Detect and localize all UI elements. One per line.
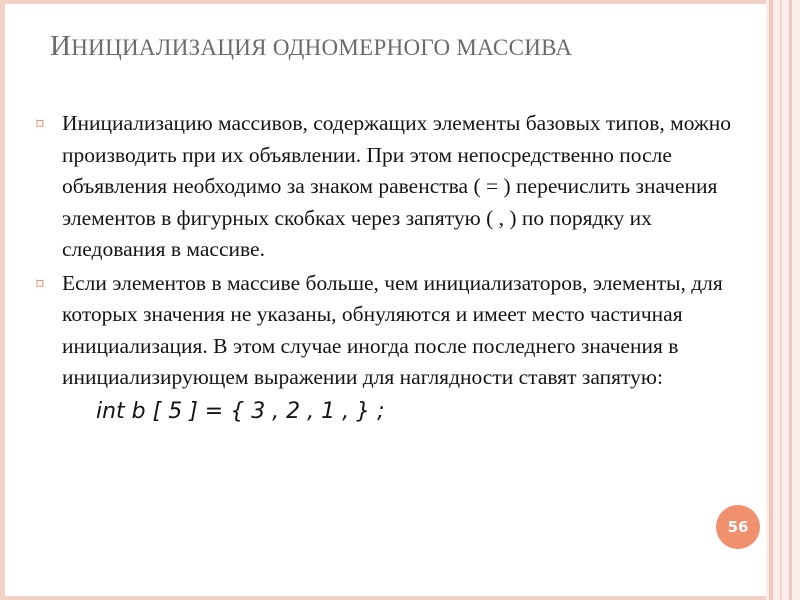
code-example: int b [ 5 ] = { 3 , 2 , 1 , } ;: [96, 398, 385, 424]
frame-right-stripe: [769, 0, 773, 600]
slide-content: [33, 108, 733, 427]
frame-left-border: [0, 0, 5, 600]
bullet-text: Если элементов в массиве больше, чем инициализаторов, элементы, для которых значения не указаны, обнуляются и имеет место частичная инициализация. В этом случае иногда после последнего значения в инициализирующем выражении для наглядности ставят запятую:: [62, 270, 723, 389]
bullet-icon: ⌑: [36, 115, 44, 133]
bullet-icon: ⌑: [36, 274, 44, 293]
bullet-text: Инициализацию массивов, содержащих элементы базовых типов, можно производить при их объявлении. При этом непосредственно после объявления необходимо за знаком равенства ( = ) перечислить значения элементов в фигурных скобках через запятую ( , ) по порядку их следования в массиве.: [62, 111, 732, 261]
bullet-item: [33, 268, 733, 394]
frame-right-stripe: [789, 0, 792, 600]
slide-title: [50, 30, 750, 63]
frame-bottom-border: [0, 596, 800, 600]
page-number-badge: 56: [716, 505, 760, 549]
frame-top-border: [0, 0, 800, 4]
slide-title-initial: И: [50, 30, 72, 62]
slide-title-rest: НИЦИАЛИЗАЦИЯ ОДНОМЕРНОГО МАССИВА: [71, 35, 573, 60]
bullet-item: [33, 108, 733, 266]
frame-right-stripe: [780, 0, 782, 600]
